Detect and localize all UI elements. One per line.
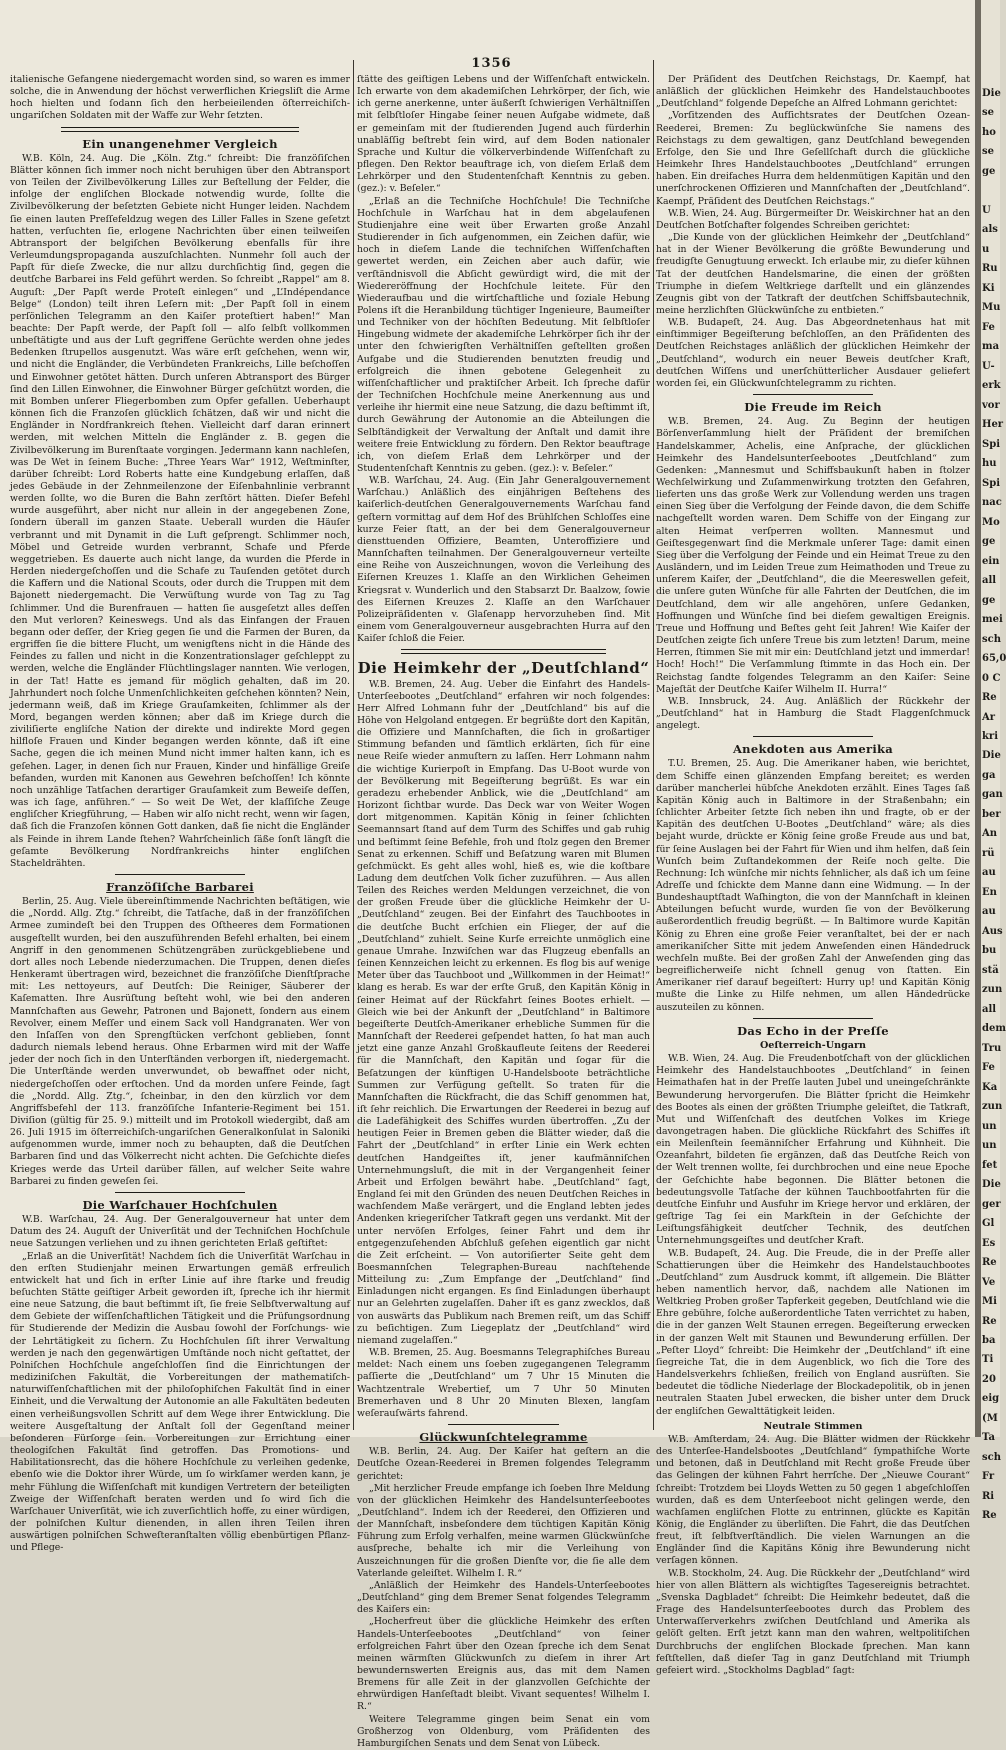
adjacent-page-fragment: Die bbox=[982, 750, 1001, 762]
adjacent-page-fragment: Ve bbox=[982, 1276, 996, 1288]
adjacent-page-fragment: Gl bbox=[982, 1218, 995, 1230]
adjacent-page-fragment: 20 bbox=[982, 1373, 996, 1385]
adjacent-page-fragment: Fe bbox=[982, 321, 995, 333]
adjacent-page-fragment: kri bbox=[982, 730, 998, 742]
adjacent-page-fragment: U bbox=[982, 204, 991, 216]
adjacent-page-fragment: Die bbox=[982, 88, 1001, 99]
adjacent-page-fragment: Aus bbox=[982, 925, 1003, 937]
column-middle bbox=[357, 74, 650, 1749]
paragraph: W.B. Warſchau, 24. Aug. Der Generalgouverneur hat unter dem Datum des 24. Auguſt der Univerſität und der Techniſchen Hochſchule neue Satzungen verliehen und zu ihnen gerichteten Erlaß geſtiftet: bbox=[10, 1214, 350, 1250]
adjacent-page-fragment: Re bbox=[982, 1315, 997, 1327]
paragraph: W.B. Warſchau, 24. Aug. (Ein Jahr Generalgouvernement Warſchau.) Anläßlich des einjährigen Beſtehens des kaiſerlich-deutſchen Generalgouvernements Warſchau fand geſtern vormittag auf dem Hof des Brühlſchen Schloſſes eine kurze Feier ſtatt, an der bei dem Generalgouverneur diensttuenden Offiziere, Beamten, Unteroffiziere und Mannſchaften teilnahmen. Der Generalgouverneur verteilte eine Reihe von Auszeichnungen, wovon die Verleihung des Eiſernen Kreuzes 1. Klaſſe an den Wirklichen Geheimen Kriegsrat v. Wunderlich und den Stabsarzt Dr. Baalzow, ſowie des Eiſernen Kreuzes 2. Klaſſe an den Warſchauer Polizeipräſidenten v. Glaſenapp hervorzuheben ſind. Mit einem vom Generalgouverneur ausgebrachten Hurra auf den Kaiſer ſchloß die Feier. bbox=[357, 475, 650, 645]
paragraph: W.B. Bremen, 24. Aug. Ueber die Einfahrt des Handels-Unterſeebootes „Deutſchland“ erfahren wir noch folgendes: Herr Alfred Lohmann fuhr der „Deutſchland“ bis auf die Höhe von Helgoland entgegen. Er begrüßte dort den Kapitän, die Offiziere und Mannſchaften, die ſich in großartiger Stimmung befanden und ſämtlich erklärten, ſich für eine neue Reiſe wieder anmuſtern zu laſſen. Herr Lohmann nahm die wichtige Kurierpoſt in Empfang. Das U-Boot wurde von der Bevölkerung mit Begeiſterung begrüßt. Es war ein geradezu erhebender Anblick, wie die „Deutſchland“ am Horizont ſichtbar wurde. Das Deck war von Weiter Wogen dort mitgenommen. Kapitän König in ſeiner ſchlichten Seemannsart ſtand auf dem Turm des Schiffes und gab ruhig und beſtimmt ſeine Befehle, froh und ſtolz gegen den Bremer Senat zu erkennen. Schiff und Beſatzung waren mit Blumen geſchmückt. Es geht alles wohl, hieß es, wie die koſtbare Ladung dem deutſchen Volk ſicher zuzuführen. — Aus allen Teilen des Reiches werden Meldungen verzeichnet, die von der großen Freude über die glückliche Heimkehr der U-„Deutſchland“ zeugen. Bei der Einfahrt des Tauchbootes in die deutſche Bucht erſchien ein Flieger, der auf die „Deutſchland“ zuhielt. Seine Kurſe erreichte unmöglich eine genaue Umrahe. Inzwiſchen war das Flugzeug ebenfalls an ſeinen Kennzeichen leicht zu erkennen. Es flog bis auf wenige Meter über das Tauchboot und „Willkommen in der Heimat!“ klang es herab. Es war der erſte Gruß, den Kapitän König in ſeiner Heimat auf der Rückfahrt ſeines Bootes erhielt. — Gleich wie bei der Ankunft der „Deutſchland“ in Baltimore begeiſterte Deutſch-Amerikaner erhebliche Summen für die Mannſchaft der Reederei geſpendet hatten, ſo hat man auch jetzt eine ganze Anzahl Großkaufleute ſeitens der Reederei für die Mannſchaft, den Kapitän und ſogar für die Beſatzungen der künftigen U-Handelsboote beträchtliche Summen zur Verfügung geſtellt. So traten für die Mannſchaften die Rückfracht, die das Schiff genommen hat, iſt ſehr reichlich. Die Erwartungen der Reederei in bezug auf die Ladefähigkeit des Schiffes wurden übertroffen. „Zu der heutigen Feier in Bremen geben die Blätter wieder, daß die Fahrt der „Deutſchland“ in erſter Linie ein Werk echten deutſchen Handgeiſtes iſt, jener kaufmänniſchen Unternehmungsluſt, die mit in der Vergangenheit ſeiner Arbeit und Erfolgen bewährt habe. „Deutſchland“ ſagt, England ſei mit den Gründen des neuen Deutſchen Reiches in wachſendem Maße verärgert, und die England lebten jedes Andenken kriegeriſcher Tatkraft gegen uns verdankt. Mit der unter nervöſen Erfolges, ſeiner Fahrt und dem ihr entgegenzuſehenden Abſchluß geſehen eigentlich gar nicht die Zeit erſcheint. — Von autoriſierter Seite geht dem Boesmannſchen Telegraphen-Bureau nachſtehende Mitteilung zu: „Zum Empfange der „Deutſchland“ ſind Einladungen nicht ergangen. Es ſind Einladungen überhaupt nur an Gelehrten zugelaſſen. Daher iſt es ganz zwecklos, daß von auswärts das Publikum nach Bremen reiſt, um das Schiff zu beſichtigen. Zum Liegeplatz der „Deutſchland“ wird niemand zugelaſſen.“ bbox=[357, 678, 650, 1346]
adjacent-page-fragment: bu bbox=[982, 945, 997, 957]
adjacent-page-fragment: zun bbox=[982, 1101, 1003, 1113]
paragraph: W.B. Wien, 24. Aug. Bürgermeiſter Dr. Weiskirchner hat an den Deutſchen Botſchafter folgendes Schreiben gerichtet: bbox=[656, 207, 970, 231]
page-header bbox=[10, 56, 973, 70]
adjacent-page-fragment: zun bbox=[982, 984, 1003, 996]
headline-freude-im-reich: Die Freude im Reich bbox=[744, 400, 882, 415]
adjacent-page-fragment: dem bbox=[982, 1023, 1006, 1035]
adjacent-page-fragment: sch bbox=[982, 1451, 1001, 1463]
adjacent-page-fragment: 0 C bbox=[982, 672, 1001, 684]
adjacent-page-fragment: ga bbox=[982, 769, 996, 781]
adjacent-page-fragment: stä bbox=[982, 964, 999, 976]
adjacent-page-fragment: gan bbox=[982, 789, 1003, 801]
adjacent-page-fragment: U- bbox=[982, 360, 995, 372]
column-rule bbox=[353, 60, 354, 1430]
adjacent-page-fragment: mei bbox=[982, 614, 1003, 626]
adjacent-page-fragment: se bbox=[982, 146, 994, 158]
column-left bbox=[10, 74, 350, 1554]
paragraph: „Mit herzlicher Freude empfange ich ſoeben Ihre Meldung von der glücklichen Heimkehr des Handelsunterſeebootes „Deutſchland“. Indem ich der Reederei, den Offizieren und der Mannſchaft, insbeſondere dem tüchtigen Kapitän König Führung zum Erfolg verhalfen, meine warmen Glückwünſche ausſpreche, behalte ich mir die Verleihung von Auszeichnungen für die großen Dienſte vor, die ſie alle dem Vaterlande geleiſtet. Wilhelm I. R.“ bbox=[357, 1482, 650, 1579]
adjacent-page-fragment: Mo bbox=[982, 516, 1000, 528]
paragraph: W.B. Bremen, 24. Aug. Zu Beginn der heutigen Börſenverſammlung hielt der Präſident der bremiſchen Handelskammer, Achelis, eine Anſprache, der glücklichen Heimkehr des Handelsunterſeebootes „Deutſchland“ zum Gedenken: „Mannesmut und Schiffsbaukunſt haben in ſtolzer Wechſelwirkung und Zuſammenwirkung trotzten den Gefahren, lieferten uns das große Werk zur Vollendung werden uns tragen einen Sieg über die Verfolgung der Feinde davon, die dem Schiffe nachgeſtellt worden waren. Dem Schiffe von der Eingang zur alten Heimat verſperren wollten. Mannesmut und Geiſtesgegenwart ſind die Merkmale unſerer Tage: damit einen Sieg über die Verfolgung der Feinde und ein Heimat Treue zu den Ausländern, und im Leiden Treue zum Heimathoden und Treue zu unſerem Kaiſer, der „Deutſchland“, die die Meereswellen gefeit, die unſere guten Wünſche für alle Fahrten der Deutſchen, die im Deutſchland, dem wir alle angehören, unſere Gedanken, Hoffnungen und Wünſche ſind bei dieſem gewaltigen Ereignis. Treue und Hoffnung und Beſtes geht ſeit Jahren! Wie Kaiſer der Deutſchen zeigte ſich unſere Treue bis zum letzten! Darum, meine Herren, ſtimmen Sie mit mir ein: Deutſchland jetzt und immerdar! Hoch! Hoch!“ Die Verſammlung ſtimmte in das Hoch ein. Der Reichstag ſandte folgendes Telegramm an den Kaiſer: Seine Majeſtät der Deutſche Kaiſer Wilhelm II. Hurra!“ bbox=[656, 416, 970, 695]
column-right bbox=[656, 74, 970, 1676]
adjacent-page-fragment: Ki bbox=[982, 282, 995, 294]
section-separator bbox=[753, 394, 872, 395]
paragraph: W.B. Budapeſt, 24. Aug. Das Abgeordnetenhaus hat mit einſtimmiger Begeiſterung beſchloſſen, an den Präſidenten des Deutſchen Reichstages anläßlich der glücklichen Heimkehr der „Deutſchland“, wodurch ein neuer Beweis deutſcher Kraft, deutſchen Wiſſens und unerſchütterlicher Ausdauer geliefert worden ſei, ein Glückwunſchtelegramm zu richten. bbox=[656, 317, 970, 389]
adjacent-page-fragment: ma bbox=[982, 341, 1000, 353]
paragraph: ſtätte des geiſtigen Lebens und der Wiſſenſchaft entwickeln. Ich erwarte von dem akademiſchen Lehrkörper, der ſich, wie ich gerne anerkenne, unter äußerſt ſchwierigen Verhältniſſen mit ſelbſtloſer Hingabe ſeiner neuen Aufgabe widmete, daß er gemeinſam mit der ſtudierenden Jugend auch fürderhin unabläſſig beſtrebt ſein wird, auf dem Boden nationaler Sprache und Kultur die völkerverbindende Wiſſenſchaft zu pflegen. Den Rektor beauftrage ich, von dieſem Erlaß dem Lehrkörper und den Studentenſchaft Kenntnis zu geben. (gez.): v. Beſeler.“ bbox=[357, 74, 650, 195]
paragraph: „Vorſitzenden des Aufſichtsrates der Deutſchen Ozean-Reederei, Bremen: Zu beglückwünſche Sie namens des Reichstags zu dem gewaltigen, ganz Deutſchland bewegenden Erfolge, den Sie und Ihre Geſellſchaft durch die glückliche Heimkehr Ihres Handelstauchbootes „Deutſchland“ errungen haben. Ein dreifaches Hurra dem heldenmütigen Kapitän und den unerſchrockenen Offizieren und Mannſchaften der „Deutſchland“. Kaempf, Präſident des Deutſchen Reichstags.“ bbox=[656, 110, 970, 207]
adjacent-page-fragment: Re bbox=[982, 1510, 997, 1522]
adjacent-page-fragment: Ti bbox=[982, 1354, 994, 1366]
paragraph: W.B. Amſterdam, 24. Aug. Die Blätter widmen der Rückkehr des Unterſee-Handelsbootes „Deutſchland“ ſympathiſche Worte und betonen, daß in Deutſchland mit Recht große Freude über das Gelingen der kühnen Fahrt herrſche. Der „Nieuwe Courant“ ſchreibt: Trotzdem bei Lloyds Wetten zu 50 gegen 1 abgeſchloſſen wurden, daß es dem Unterſeeboot nicht gelingen werde, den wachſamen engliſchen Flotte zu entrinnen, glückte es Kapitän König, die Engländer zu überliſten. Die Fahrt, die das Deutſchen freut, iſt ſelbſtverſtändlich. Die vielen Warnungen an die Engländer ſind die Kapitäns König ihre Bewunderung nicht verſagen können. bbox=[656, 1433, 970, 1567]
adjacent-page-edge bbox=[981, 0, 1006, 1522]
section-separator bbox=[448, 1424, 559, 1425]
headline-glueckwunschtelegramme: Glückwunſchtelegramme bbox=[419, 1430, 588, 1445]
adjacent-page-fragment: ho bbox=[982, 126, 996, 138]
adjacent-page-fragment: Spi bbox=[982, 477, 1001, 489]
adjacent-page-fragment: nac bbox=[982, 497, 1002, 509]
section-separator bbox=[115, 874, 244, 875]
section-separator bbox=[753, 1018, 872, 1019]
adjacent-page-fragment: all bbox=[982, 575, 997, 587]
adjacent-page-fragment: fet bbox=[982, 1159, 998, 1171]
paragraph: italienische Gefangene niedergemacht worden sind, so waren es immer solche, die in Anwendung der höchst verwerflichen Kriegsliſt die Arme hoch hielten und ſodann ſich den herbeieilenden öſterreichiſch-ungariſchen Soldaten mit der Waffe zur Wehr ſetzten. bbox=[10, 74, 350, 122]
subheading-oesterreich-ungarn: Oeſterreich-Ungarn bbox=[759, 1039, 867, 1051]
paragraph: „Erlaß an die Univerſität! Nachdem ſich die Univerſität Warſchau in den erſten Studienjahr meinen Erwartungen gemäß erfreulich entwickelt hat und ſich in erſter Linie auf ihre ſtarke und freudig beſuchten Stätte geiſtiger Arbeit geworden iſt, ſpreche ich ihr hiermit eine neue Satzung, die baut beſtimmt iſt, ſie freie Selbſtverwaltung auf dem Gebiete der wiſſenſchaftlichen Tätigkeit und die Prüfungsordnung für Studierende der Medizin die Ausbau ſowohl der Forſchungs- wie der Lehrtätigkeit zu ſichern. Zu Hochſchulen ſiſt ihrer Verwaltung werden je nach den gegenwärtigen Umſtände noch nicht geſtattet, der Polniſchen Hochſchule angeſchloſſen ſind die Einrichtungen der mediziniſchen Fakultät, die Vorbereitungen der mathematiſch-naturwiſſenſchaftlichen mit der philoſophiſchen Fakultät ſind in einer Einheit, und die Verwaltung der Autonomie an alle Fakultäten bedeuten einen verheißungsvollen Schritt auf dem Wege ihrer Entwicklung. Die weitere Ausgeſtaltung der Anſtalt ſoll der Gegenſtand meiner beſonderen Fürſorge ſein. Vorbereitungen zur Errichtung einer theologiſchen Fakultät ſind getroffen. Das Promotions- und Habilitationsrecht, das die höhere Hochſchule zu verleihen gedenke, ebenſo wie die Doktor ihrer Würde, um ſo wirkſamer werden kann, je mehr Fühlung die Wiſſenſchaft mit kundigen Vertretern der beteiligten Zweige der Wiſſenſchaft beraten werden und ſo wird ſich die Warſchauer Univerſität, wie ich zuverſichtlich hoffe, zu einer würdigen, der polniſchen Kultur dienenden, in allen ihren Teilen ihren auswärtigen polniſchen Schweſteranſtalten völlig ebenbürtigen Pflanz- und Pflege- bbox=[10, 1250, 350, 1554]
paragraph: W.B. Innsbruck, 24. Aug. Anläßlich der Rückkehr der „Deutſchland“ hat in Hamburg die Stadt Flaggenſchmuck angelegt. bbox=[656, 695, 970, 732]
adjacent-page-fragment: Es bbox=[982, 1237, 996, 1249]
adjacent-page-fragment: un bbox=[982, 1140, 997, 1152]
adjacent-page-fragment: un bbox=[982, 1120, 997, 1132]
adjacent-page-fragment: Ta bbox=[982, 1432, 995, 1444]
paragraph: Berlin, 25. Aug. Viele übereinſtimmende Nachrichten beſtätigen, wie die „Nordd. Allg. Ztg.“ ſchreibt, die Tatſache, daß in der franzöſiſchen Armee zumindeſt bei den Truppen des Oſtheeres dem Formationen ausgeſtellt wurden, bei den auszuführenden Befehl erhalten, bei einem Angriff in den genommenen Schützengräben zurückgebliebene und dort alles noch Lebende niederzumachen. Die Truppen, denen dieſes Henkeramt übertragen wird, bezeichnet die franzöſiſche Dienſtſprache mit: Les nettoyeurs, auf Deutſch: Die Reiniger, Säuberer der Kaſematten. Ihre Ausrüſtung beſteht wohl, wie bei den anderen Mannſchaften aus Gewehr, Patronen und Bajonett, ſondern aus einem Revolver, einem Meſſer und einem Sack voll Handgranaten. Wer von den Inſaſſen von den Sprengſtücken verſchont geblieben, ſonnt dadurch niemals lebend heraus. Ohne Erbarmen wird mit der Waffe jeder der noch ſich in den Unterſtänden verborgen iſt, niedergemacht. Die Unterſtände werden unverwundet, ob bewaffnet oder nicht, niedergeſchoſſen oder erſtochen. Und da morden unſere Feinde, ſagt die „Nordd. Allg. Ztg.“, ſcheinbar, in den den kürzlich vor dem Angriffsbefehl der 113. franzöſiſche Infanterie-Regiment bei 151. Diviſion (gültig für 25. 9.) mitteilt und im Protokoll wiedergibt, daß am 26. Juli 1915 im öſterreichiſch-ungariſchen Generalkonſulat in Saloniki aufgenommen wurde, immer noch zu behaupten, daß die Deutſchen Barbaren ſind und das Völkerrecht nicht achten. Die Geſchichte dieſes Krieges werde das Urteil darüber fällen, auf welcher Seite wahre Barbarei zu finden geweſen ſei. bbox=[10, 896, 350, 1187]
adjacent-page-fragment: Ri bbox=[982, 1490, 995, 1502]
adjacent-page-fragment: Fe bbox=[982, 1062, 995, 1074]
adjacent-page-fragment: ge bbox=[982, 536, 996, 548]
adjacent-page-fragment: hu bbox=[982, 458, 997, 470]
subheading-neutrale-stimmen: Neutrale Stimmen bbox=[763, 1420, 863, 1432]
adjacent-page-fragment: u bbox=[982, 243, 990, 255]
adjacent-page-fragment: ba bbox=[982, 1335, 996, 1346]
paragraph: „Erlaß an die Techniſche Hochſchule! Die Techniſche Hochſchule in Warſchau hat in dem abgelaufenen Studienjahre eine weit über Erwarten große Anzahl Studierender in ſich aufgenommen, ein Zeichen dafür, wie hoch in dieſem Lande die techniſchen Wiſſenſchaften gewertet werden, ein Zeichen aber auch dafür, wie verſtändnisvoll die Abſicht gewürdigt wird, die mit der Wiedereröffnung der Hochſchule leitete. Für den Wiederaufbau und die wirtſchaftliche und ſoziale Hebung Polens iſt die Heranbildung tüchtiger Ingenieure, Baumeiſter und Techniker von der höchſten Bedeutung. Mit ſelbſtloſer Hingebung widmete der akademiſche Lehrkörper ſich ihr der unter den ſchwierigſten Verhältniſſen geſtellten großen Aufgabe und die Studierenden benutzten freudig und erfolgreich die ihnen gebotene Gelegenheit zu wiſſenſchaftlicher und praktiſcher Arbeit. Ich ſpreche dafür der Techniſchen Hochſchule meine Anerkennung aus und verleihe ihr hiermit eine neue Satzung, die dazu beſtimmt iſt, durch Gewährung der Autonomie an die Abteilungen die Selbſtändigkeit der Verwaltung der Anſtalt und damit ihre weitere freie Entwicklung zu fördern. Den Rektor beauftrage ich, von dieſem Erlaß dem Lehrkörper und der Studentenſchaft Kenntnis zu geben. (gez.): v. Beſeler.“ bbox=[357, 195, 650, 474]
adjacent-page-fragment: ber bbox=[982, 808, 1001, 820]
headline-echo-presse: Das Echo in der Preſſe bbox=[737, 1023, 889, 1038]
adjacent-page-fragment: An bbox=[982, 828, 998, 840]
adjacent-page-fragment: Ka bbox=[982, 1081, 998, 1093]
adjacent-page-fragment: se bbox=[982, 107, 994, 119]
adjacent-page-fragment: Ru bbox=[982, 263, 998, 275]
headline-franzoesische-barbarei: Franzöſiſche Barbarei bbox=[106, 880, 254, 894]
section-separator bbox=[115, 1192, 244, 1193]
paragraph: W.B. Berlin, 24. Aug. Der Kaiſer hat geſtern an die Deutſche Ozean-Reederei in Bremen folgendes Telegramm gerichtet: bbox=[357, 1446, 650, 1482]
paragraph: W.B. Bremen, 25. Aug. Boesmanns Telegraphiſches Bureau meldet: Nach einem uns ſoeben zugegangenen Telegramm paſſierte die „Deutſchland“ um 7 Uhr 15 Minuten die Wachtzentrale Wrebertief, um 7 Uhr 50 Minuten Bremerhaven und 8 Uhr 20 Minuten Blexen, langſam weſerauſwärts fahrend. bbox=[357, 1347, 650, 1419]
headline-heimkehr-deutschland: Die Heimkehr der „Deutſchland“ bbox=[357, 659, 650, 678]
headline-anekdoten-amerika: Anekdoten aus Amerika bbox=[732, 742, 894, 757]
adjacent-page-fragment: all bbox=[982, 1003, 997, 1015]
section-separator bbox=[401, 649, 606, 654]
paragraph: W.B. Stockholm, 24. Aug. Die Rückkehr der „Deutſchland“ wird hier von allen Blättern als wichtigſtes Tagesereignis betrachtet. „Svenska Dagbladet“ ſchreibt: Die Heimkehr bedeutet, daß die Frage des Handelsunterſeebootes durch das Problem des Unterwaſſerverkehrs zwiſchen Deutſchland und Amerika als gelöſt gelten. Erſt jetzt kann man den wahren, weltpolitiſchen Durchbruchs der engliſchen Blockade ſprechen. Man kann feſtſtellen, daß dieſer Tag in ganz Deutſchland mit Triumph gefeiert wird. „Stockholms Dagblad“ ſagt: bbox=[656, 1567, 970, 1676]
adjacent-page-fragment: Ar bbox=[982, 711, 996, 723]
page-number: 1356 bbox=[471, 56, 512, 71]
paragraph: „Die Kunde von der glücklichen Heimkehr der „Deutſchland“ hat in der Wiener Bevölkerung die größte Bewunderung und freudigſte Genugtuung erweckt. Ich erlaube mir, zu dieſer kühnen Tat der deutſchen Handelsmarine, die einen der größten Triumphe in dieſem Weltkriege darſtellt und ein glänzendes Zeugnis gibt von der Tatkraft der deutſchen Schiffsbautechnik, meine herzlichſten Glückwünſche zu entbieten.“ bbox=[656, 232, 970, 316]
adjacent-page-fragment: eig bbox=[982, 1393, 1000, 1405]
adjacent-page-fragment: Spi bbox=[982, 438, 1001, 450]
adjacent-page-fragment: vor bbox=[982, 399, 1000, 411]
adjacent-page-fragment: Re bbox=[982, 1257, 997, 1269]
adjacent-page-fragment: Fr bbox=[982, 1471, 995, 1483]
headline-unangenehmer-vergleich: Ein unangenehmer Vergleich bbox=[82, 136, 278, 151]
adjacent-page-fragment: Mu bbox=[982, 302, 1001, 314]
adjacent-page-fragment: erk bbox=[982, 380, 1001, 392]
headline-warschauer-hochschulen: Die Warſchauer Hochſchulen bbox=[82, 1197, 278, 1212]
adjacent-page-fragment bbox=[981, 185, 1000, 198]
paragraph: W.B. Köln, 24. Aug. Die „Köln. Ztg.“ ſchreibt: Die franzöſiſchen Blätter können ſich immer noch nicht beruhigen über den Abtransport von Teilen der Zivilbevölkerung Lilles zur Beſtellung der Felder, die infolge der engliſchen Blockade notwendig wurde, ſollte die Zivilbevölkerung der beſetzten Gebiete nicht Hunger leiden. Nachdem ſie einen lauten Preſſefeldzug wegen des Liller Falles in Szene geſetzt hatten, verſuchten ſie, erlogene Nachrichten über einen teilweiſen Abtransport der belgiſchen Bevölkerung ebenfalls für ihre Verleumdungspropaganda auszuſchlachten. Nunmehr ſoll auch der Papſt für dieſe Zwecke, die nur allzu durchſichtig ſind, gegen die deutſche Barbarei ins Feld geführt werden. So ſchreibt „Rappel“ am 8. Auguſt: „Der Papſt werde Proteſt einlegen“ und „L’Indépendance Belge“ (London) teilt ihren Leſern mit: „Der Papſt ſoll in einem perſönlichen Telegramm an den Kaiſer proteſtiert haben!“ Man beachte: Der Papſt werde, der Papſt ſoll — alſo ſelbſt vollkommen unbeſtätigte und aus der Luft gegriffene Gerüchte werden ohne jedes Bedenken ſtrupellos ausgenutzt. Was wäre erſt geſchehen, wenn wir, und nicht die Engländer, die Verbündeten Frankreichs, Lille beſchoſſen und Einwohner getötet hätten. Durch unſeren Abtransport des Bürger ſind den Lillen Einwohner, die Einwohner Bürger geſchützt worden, die mit Bomben unſerer Fliegerbomben zum Opfer gefallen. Ueberhaupt können ſich die Franzoſen glücklich ſchätzen, daß wir und nicht die Engländer in Nordfrankreich ſtehen. Vielleicht darf daran erinnert werden, mit welchen Mitteln die Engländer z. B. gegen die Zivilbevölkerung im Burenſtaate vorgingen. Jedermann kann nachleſen, was De Wet in ſeinem Buche: „Three Years War“ 1912, Weſtminſter, darüber ſchreibt: Lord Roberts hatte eine Kundgebung erlaſſen, daß jedes Gebäude in der Zehnmeilenzone der Eiſenbahnlinie verbrannt werden ſollte, wo die Buren die Bahn zerſtört hätten. Dieſer Befehl wurde ausgeführt, aber nicht nur allein in der angegebenen Zone, ſondern überall im ganzen Staate. Ueberall wurden die Häuſer verbrannt und mit Dynamit in die Luft geſprengt. Schlimmer noch, Möbel und Getreide wurden verbrannt, Schafe und Pferde weggetrieben. Es dauerte auch nicht lange, da wurden die Pferde in Herden niedergeſchoſſen und die Schafe zu Tauſenden getötet durch die Kaffern und die National Scouts, oder durch die Truppen mit dem Bajonett niedergemacht. Die Verwüſtung wurde von Tag zu Tag ſchlimmer. Und die Burenfrauen — hatten ſie ausgeſetzt alles deſſen den Mut verloren? Keineswegs. Und als das Einfangen der Frauen begann oder deſſer, der Krieg gegen ſie und die Farmen der Buren, da ergriffen ſie die bittere Flucht, um wenigſtens nicht in die Hände des Feindes zu fallen und nicht in die Konzentrationslager geſchleppt zu werden, welche die Engländer Flüchtlingslager nannten. Wie verlogen, in der Tat! Hatte es jemand für möglich gehalten, daß im 20. Jahrhundert noch ſolche Unmenſchlichkeiten geſchehen könnten? Nein, jedermann weiß, daß im Kriege Grauſamkeiten, ſchlimmer als der Mord, begangen werden können; aber daß im Kriege durch die ziviliſierte engliſche Nation der direkte und indirekte Mord gegen hilfloſe Frauen und Kinder begangen werden könnte, daß iſt eine Sache, gegen die ich meinen Mund nicht immer halten kann, ich es geſehen. Lager, in denen ſich nur Frauen, Kinder und hinfällige Greiſe befanden, wurden mit Kanonen aus Gewehren beſchoſſen! Ich könnte noch unzählige Tatſachen derartiger Grauſamkeit zum Beweiſe deſſen, was ich ſage, anführen.“ — So weit De Wet, der klaſſiſche Zeuge engliſcher Kriegführung, — Haben wir alſo nicht recht, wenn wir ſagen, daß ſich die Franzoſen können Gott danken, daß ſie nicht die Engländer als Feinde in ihrem Lande ſtehen? Wahrſcheinlich ſäße ſonſt längſt die geſamte Bevölkerung Nordfrankreichs hinter engliſchen Stacheldrähten. bbox=[10, 152, 350, 869]
adjacent-page-fragment: als bbox=[982, 224, 998, 236]
adjacent-page-fragment: Her bbox=[982, 419, 1004, 431]
adjacent-page-fragment: Die bbox=[982, 1179, 1001, 1191]
paragraph: T.U. Bremen, 25. Aug. Die Amerikaner haben, wie berichtet, dem Schiffe einen glänzenden Empfang bereitet; es werden darüber mancherlei hübſche Anekdoten erzählt. Eines Tages ſaß Kapitän König auch in Baltimore in der Straßenbahn; ein ſchlichter Arbeiter ſetzte ſich neben ihn und fragte, ob er der Kapitän des deutſchen U-Bootes „Deutſchland“ wäre; als dies bejaht wurde, drückte er König ſeine große Freude aus und bat, für ſeine Auslagen bei der Fahrt für Wien und ihm helfen, daß ſein Wunſch beim Zuſtandekommen der Reiſe noch gelte. Die Rechnung: Ich wünſche mir nichts ſehnlicher, als daß ich um ſeine Adreſſe und ſchickte dem Manne dann eine Widmung. — In der Bundeshauptſtadt Waſhington, die von der Mannſchaft in kleinen Abteilungen beſucht wurde, wurden ſie von der Bevölkerung außerordentlich freudig begrüßt. — In Baltimore wurde Kapitän König zu Ehren eine große Feier veranſtaltet, bei der er nach amerikaniſcher Sitte mit jedem Anweſenden einen Händedruck wechſeln mußte. Bei der großen Zahl der Anweſenden ging das begreiflicherweiſe nicht ſchnell genug von ſtatten. Ein Amerikaner rief darauf begeiſtert: Hurry up! und Kapitän König mußte die Linke zu Hilfe nehmen, um allen Händedrücke auszuteilen zu können. bbox=[656, 758, 970, 1013]
paragraph: W.B. Wien, 24. Aug. Die Freudenbotſchaft von der glücklichen Heimkehr des Handelstauchbootes „Deutſchland“ in ſeinen Heimathafen hat in der Preſſe lauten Jubel und uneingeſchränkte Bewunderung hervorgerufen. Die Blätter ſpricht die Heimkehr des Bootes als einen der größten Triumphe geleiſtet, die Tatkraft, Mut und Wiſſenſchaft des deutſchen Volkes im Kriege davongetragen haben. Die glückliche Rückfahrt des Schiffes iſt ein Meilenſtein ſeemänniſcher Erfahrung und Kühnheit. Die Ozeanfahrt, bildeten ſie ergänzen, daß das Deutſche Reich von der Welt trennen wollte, ſei durchbrochen und eine neue Epoche der Geſchichte habe begonnen. Die Blätter betonen die bedeutungsvolle Tatſache der kühnen Tauchbootfahrten für die deutſche Einfuhr und Ausfuhr im Kriege hervor und erklären, der geſtrige Tag ſei ein Markſtein in der Geſchichte der Leiſtungsfähigkeit deutſcher Technik, des deutſchen Unternehmungsgeiſtes und deutſcher Kraft. bbox=[656, 1053, 970, 1247]
adjacent-page-fragment: En bbox=[982, 886, 997, 898]
adjacent-page-fragment: ein bbox=[982, 555, 1000, 567]
paragraph: W.B. Budapeſt, 24. Aug. Die Freude, die in der Preſſe aller Schattierungen über die Heimkehr des Handelstauchbootes „Deutſchland“ zum Ausdruck kommt, iſt allgemein. Die Blätter heben namentlich hervor, daß, nachdem alle Nationen im Weltkrieg Proben großer Tapferkeit gegeben, Deutſchland wie die Ehre gebühre, ſolche außerordentliche Taten verrichtet zu haben, die in der ganzen Welt Staunen erregen. Begeiſterung erwecken in der ganzen Welt mit Staunen und Bewunderung erfüllen. Der „Peſter Lloyd“ ſchreibt: Die Heimkehr der „Deutſchland“ iſt eine ſiegreiche Tat, die in dem Augenblick, wo ſich die Tore des Handelsverkehrs ſchließen, freilich von England ausrüſten. Sie bedeutet die tödliche Niederlage der Blockadepolitik, ob in jenen neutralen Staaten Jubel erwecken, die bisher unter dem Druck der engliſchen Gewalttätigkeit leiden. bbox=[656, 1247, 970, 1417]
adjacent-page-fragment: ger bbox=[982, 1198, 1001, 1210]
section-separator bbox=[61, 127, 299, 132]
paragraph: Weitere Telegramme gingen beim Senat ein vom Großherzog von Oldenburg, vom Präſidenten des Hamburgiſchen Senats und dem Senat von Lübeck. bbox=[357, 1713, 650, 1749]
adjacent-page-fragment: 65,0 bbox=[982, 653, 1006, 665]
adjacent-page-fragment: Re bbox=[982, 692, 997, 704]
column-rule bbox=[653, 60, 654, 1430]
paragraph: „Anläßlich der Heimkehr des Handels-Unterſeebootes „Deutſchland“ ging dem Bremer Senat folgendes Telegramm des Kaiſers ein: bbox=[357, 1579, 650, 1616]
adjacent-page-fragment: ge bbox=[982, 165, 996, 177]
adjacent-page-fragment: Mi bbox=[982, 1296, 997, 1308]
section-separator bbox=[753, 736, 872, 737]
adjacent-page-fragment: au bbox=[982, 906, 996, 918]
adjacent-page-fragment: rü bbox=[982, 847, 995, 859]
adjacent-page-fragment: ge bbox=[982, 594, 996, 606]
adjacent-page-fragment: au bbox=[982, 867, 996, 879]
paragraph: Der Präſident des Deutſchen Reichstags, Dr. Kaempf, hat anläßlich der glücklichen Heimkehr des Handelstauchbootes „Deutſchland“ folgende Depeſche an Alfred Lohmann gerichtet: bbox=[656, 74, 970, 110]
adjacent-page-fragment: (M bbox=[982, 1412, 998, 1424]
adjacent-page-fragment: sch bbox=[982, 633, 1001, 645]
paragraph: „Hocherfreut über die glückliche Heimkehr des erſten Handels-Unterſeebootes „Deutſchland“ von ſeiner erfolgreichen Fahrt über den Ozean ſpreche ich dem Senat meinen wärmſten Glückwunſch zu dieſem in ihrer Art bewundernswerten Ereignis aus, das mit dem Namen Bremens für alle Zeit in der glanzvollen Geſchichte der ehrwürdigen Hanſeſtadt bleibt. Vivant sequentes! Wilhelm I. R.“ bbox=[357, 1616, 650, 1713]
adjacent-page-fragment: Tru bbox=[982, 1042, 1002, 1054]
